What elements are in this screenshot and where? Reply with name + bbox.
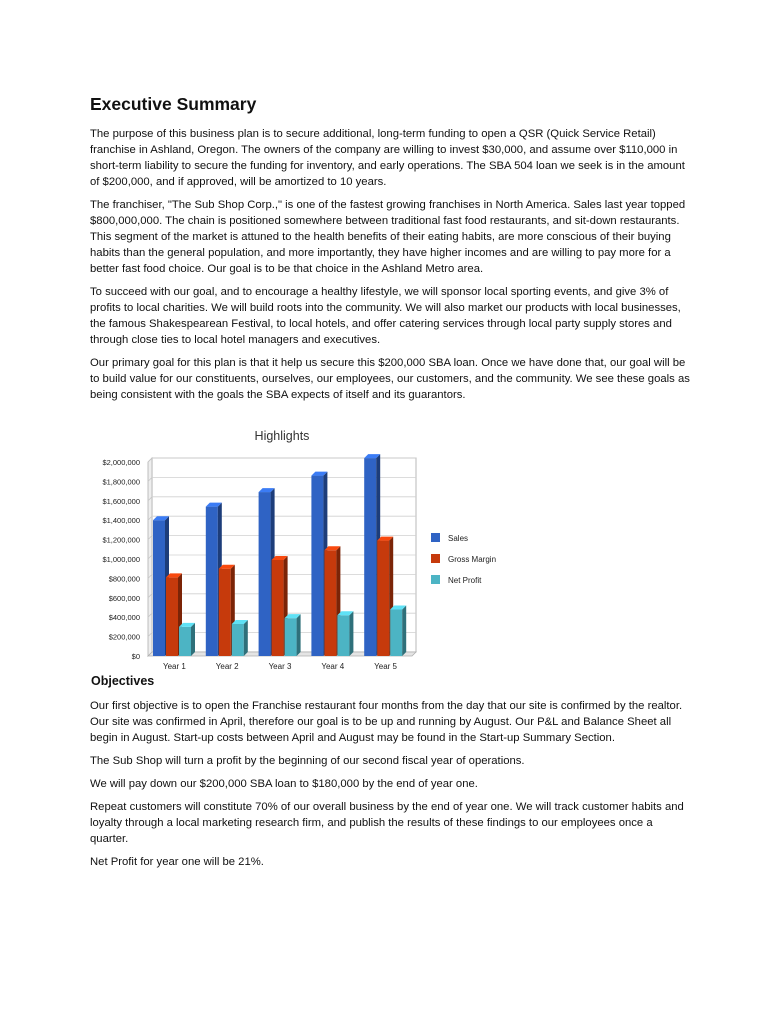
chart-bar xyxy=(219,569,231,656)
chart-x-tick-label: Year 5 xyxy=(374,662,398,671)
chart-bar-side xyxy=(191,623,195,656)
objectives-paragraph-1: Our first objective is to open the Franchise restaurant four months from the day that our site is confirmed by the realtor. Our site was confirmed in April, therefore our goal is to be up and running by August. Our P&L and Balance Sheet all begin in August. Start-up costs between April and August may be found in the Start-up Summary Section. xyxy=(90,700,683,744)
chart-legend-swatch xyxy=(431,554,440,563)
chart-y-tick-label: $1,000,000 xyxy=(102,555,140,564)
chart-bar-side xyxy=(297,614,301,656)
chart-bar xyxy=(232,624,244,656)
chart-title: Highlights xyxy=(254,429,310,443)
chart-y-tick-label: $400,000 xyxy=(108,613,140,623)
objectives-paragraph-4: Repeat customers will constitute 70% of our overall business by the end of year one. We will track customer habits and loyalty through a local marketing research firm, and publish the results of these findings to our employees once a quarter. xyxy=(90,801,684,845)
document-page xyxy=(90,93,690,877)
chart-bar xyxy=(272,560,284,656)
chart-y-tick-label: $800,000 xyxy=(108,574,140,584)
chart-bar xyxy=(179,627,191,656)
chart-bar xyxy=(377,541,389,656)
objectives-paragraph-2: The Sub Shop will turn a profit by the beginning of our second fiscal year of operations. xyxy=(90,755,525,767)
chart-x-tick-label: Year 4 xyxy=(321,662,345,671)
chart-y-tick-label: $1,400,000 xyxy=(102,516,140,526)
chart-bar xyxy=(311,476,323,656)
chart-y-tick-label: $1,200,000 xyxy=(102,535,140,545)
highlights-chart-svg xyxy=(90,423,690,673)
summary-paragraph-4: Our primary goal for this plan is that it help us secure this $200,000 SBA loan. Once we have done that, our goal will be to build value for our constituents, ourselves, our employees, our customers, and the community. We see these goals as being consistent with the goals the SBA expects of itself and its guarantors. xyxy=(90,357,690,401)
objectives-paragraph-3: We will pay down our $200,000 SBA loan to $180,000 by the end of year one. xyxy=(90,778,478,790)
objectives-paragraph-5: Net Profit for year one will be 21%. xyxy=(90,856,264,868)
chart-bar xyxy=(153,520,165,656)
chart-x-tick-label: Year 2 xyxy=(215,662,239,671)
chart-bar xyxy=(337,615,349,656)
chart-y-tick-label: $600,000 xyxy=(108,593,140,603)
highlights-chart xyxy=(90,423,690,673)
chart-x-tick-label: Year 1 xyxy=(162,662,186,671)
chart-y-tick-label: $0 xyxy=(131,652,140,661)
chart-bar xyxy=(324,550,336,656)
chart-bar-side xyxy=(349,611,353,656)
summary-paragraph-1: The purpose of this business plan is to secure additional, long-term funding to open a QSR (Quick Service Retail) franchise in Ashland, Oregon. The owners of the company are willing to invest $30,000, and assume over $110,000 in short-term liability to secure the funding for inventory, and early operations. The SBA 504 loan we seek is in the amount of $200,000, and if approved, will be amortized to 10 years. xyxy=(90,128,685,188)
chart-bar xyxy=(390,609,402,656)
summary-paragraph-3: To succeed with our goal, and to encourage a healthy lifestyle, we will sponsor local sporting events, and give 3% of profits to local charities. We will build roots into the community. We will also market our products with local businesses, the famous Shakespearean Festival, to local hotels, and offer catering services through local party supply stores and through close ties to local hotel managers and executives. xyxy=(90,286,681,346)
chart-legend-swatch xyxy=(431,533,440,542)
chart-y-tick-label: $1,800,000 xyxy=(102,477,140,487)
chart-x-tick-label: Year 3 xyxy=(268,662,292,671)
chart-bar xyxy=(166,577,178,656)
chart-bar xyxy=(285,618,297,656)
chart-bar-side xyxy=(244,620,248,656)
summary-paragraph-2: The franchiser, "The Sub Shop Corp.," is one of the fastest growing franchises in North America. Sales last year topped $800,000,000. The chain is positioned somewhere between traditional fast food restaurants, and sit-down restaurants. This segment of the market is attuned to the health benefits of their eating habits, are more conscious of their buying habits than the general population, and more importantly, they have higher incomes and are willing to pay more for a better fast food choice. Our goal is to be that choice in the Ashland Metro area. xyxy=(90,199,686,275)
chart-bar xyxy=(259,492,271,656)
chart-legend-swatch xyxy=(431,575,440,584)
executive-summary-heading: Executive Summary xyxy=(90,94,257,114)
chart-legend-label: Sales xyxy=(448,534,469,543)
chart-legend-label: Gross Margin xyxy=(448,555,497,564)
chart-bar-side xyxy=(402,605,406,656)
chart-y-tick-label: $1,600,000 xyxy=(102,496,140,506)
chart-legend-label: Net Profit xyxy=(448,576,482,585)
chart-y-tick-label: $200,000 xyxy=(108,632,140,642)
chart-bar xyxy=(206,507,218,656)
chart-y-tick-label: $2,000,000 xyxy=(102,458,140,467)
objectives-heading: Objectives xyxy=(91,674,155,688)
chart-bar xyxy=(364,458,376,656)
